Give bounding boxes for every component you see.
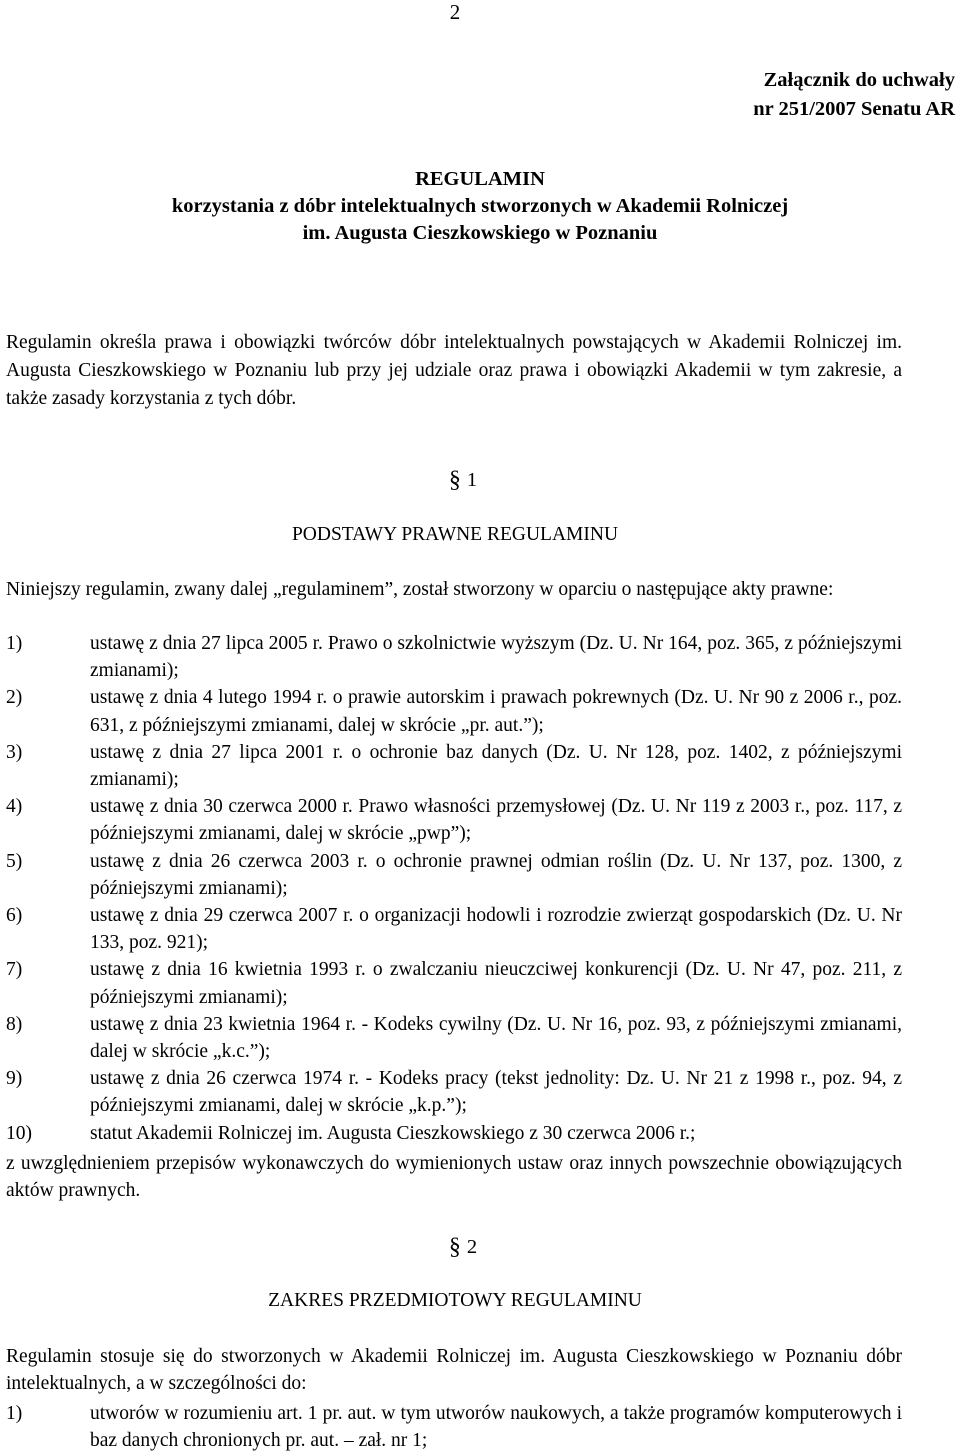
section-1-mark (0, 467, 926, 494)
list-item-text: utworów w rozumieniu art. 1 pr. aut. w tym utworów naukowych, a także programów komputerowych i baz danych chronionych pr. aut. – zał. nr 1; (90, 1403, 902, 1451)
section-symbol-icon: § (448, 467, 461, 493)
list-item-text: ustawę z dnia 16 kwietnia 1993 r. o zwalczaniu nieuczciwej konkurencji (Dz. U. Nr 47, poz. 211, z późniejszymi zmianami); (90, 959, 902, 1008)
list-item-text: statut Akademii Rolniczej im. Augusta Cieszkowskiego z 30 czerwca 2006 r.; (90, 1122, 696, 1144)
list-item-number: 9) (6, 1068, 23, 1090)
list-item (6, 1011, 902, 1065)
list-item (6, 1065, 902, 1119)
title-line-2: korzystania z dóbr intelektualnych stworzonych w Akademii Rolniczej (171, 195, 789, 217)
list-item-text: ustawę z dnia 27 lipca 2005 r. Prawo o szkolnictwie wyższym (Dz. U. Nr 164, poz. 365, z późniejszymi zmianami); (90, 633, 902, 682)
section-1-closing: z uwzględnieniem przepisów wykonawczych do wymienionych ustaw oraz innych powszechnie obowiązujących aktów prawnych. (6, 1153, 902, 1201)
list-item-text: ustawę z dnia 4 lutego 1994 r. o prawie autorskim i prawach pokrewnych (Dz. U. Nr 90 z 2006 r., poz. 631, z późniejszymi zmianami, dalej w skrócie „pr. aut.”); (90, 687, 902, 736)
list-item-text: ustawę z dnia 26 czerwca 2003 r. o ochronie prawnej odmian roślin (Dz. U. Nr 137, poz. 1300, z późniejszymi zmianami); (90, 850, 902, 899)
list-item (6, 739, 902, 793)
list-item (6, 793, 902, 847)
list-item (6, 902, 902, 956)
list-item-number: 4) (6, 796, 23, 818)
list-item-text: ustawę z dnia 23 kwietnia 1964 r. - Kodeks cywilny (Dz. U. Nr 16, poz. 93, z późniejszymi zmianami, dalej w skrócie „k.c.”); (90, 1013, 902, 1063)
annex-note (753, 66, 955, 124)
legal-basis-list (6, 630, 902, 1147)
scope-list (6, 1400, 902, 1454)
section-symbol-icon: § (448, 1234, 461, 1260)
list-item (6, 1120, 902, 1147)
list-item-number: 7) (6, 959, 23, 981)
section-1-number: 1 (466, 469, 478, 491)
list-item-number: 6) (6, 905, 23, 927)
list-item (6, 1400, 902, 1454)
title-line-3: im. Augusta Cieszkowskiego w Poznaniu (302, 222, 658, 244)
list-item-number: 8) (6, 1013, 23, 1035)
list-item-number: 1) (6, 1403, 23, 1424)
list-item-text: ustawę z dnia 26 czerwca 1974 r. - Kodeks pracy (tekst jednolity: Dz. U. Nr 21 z 1998 r., poz. 94, z późniejszymi zmianami, dalej w skrócie „k.p.”); (90, 1068, 902, 1117)
list-item-number: 5) (6, 850, 23, 872)
list-item (6, 630, 902, 684)
annex-line-1: Załącznik do uchwały (763, 69, 955, 91)
section-2-lead: Regulamin stosuje się do stworzonych w Akademii Rolniczej im. Augusta Cieszkowskiego w Poznaniu dóbr intelektualnych, a w szczególności do: (6, 1346, 902, 1394)
list-item-text: ustawę z dnia 30 czerwca 2000 r. Prawo własności przemysłowej (Dz. U. Nr 119 z 2003 r., poz. 117, z późniejszymi zmianami, dalej w skrócie „pwp”); (90, 796, 902, 845)
section-2-number: 2 (466, 1236, 478, 1258)
document-title (10, 166, 950, 247)
list-item (6, 848, 902, 902)
section-1-lead: Niniejszy regulamin, zwany dalej „regulaminem”, został stworzony w oparciu o następujące akty prawne: (6, 579, 834, 600)
annex-line-2: nr 251/2007 Senatu AR (753, 98, 955, 120)
list-item-number: 1) (6, 633, 23, 654)
section-2-heading: ZAKRES PRZEDMIOTOWY REGULAMINU (268, 1290, 642, 1311)
page-number: 2 (449, 0, 461, 24)
section-2-mark (0, 1234, 926, 1261)
intro-paragraph: Regulamin określa prawa i obowiązki twórców dóbr intelektualnych powstających w Akademii Rolniczej im. Augusta Cieszkowskiego w Poznaniu lub przy jej udziale oraz prawa i obowiązki Akademii w tym zakresie, a także zasady korzystania z tych dóbr. (6, 332, 902, 409)
list-item (6, 684, 902, 738)
list-item (6, 956, 902, 1010)
list-item-text: ustawę z dnia 27 lipca 2001 r. o ochronie baz danych (Dz. U. Nr 128, poz. 1402, z późniejszymi zmianami); (90, 741, 902, 791)
list-item-number: 10) (6, 1122, 32, 1144)
section-1-heading: PODSTAWY PRAWNE REGULAMINU (291, 524, 619, 545)
title-line-1: REGULAMIN (415, 168, 545, 190)
list-item-number: 2) (6, 687, 23, 709)
list-item-text: ustawę z dnia 29 czerwca 2007 r. o organizacji hodowli i rozrodzie zwierząt gospodarskich (Dz. U. Nr 133, poz. 921); (90, 905, 902, 954)
list-item-number: 3) (6, 741, 23, 763)
